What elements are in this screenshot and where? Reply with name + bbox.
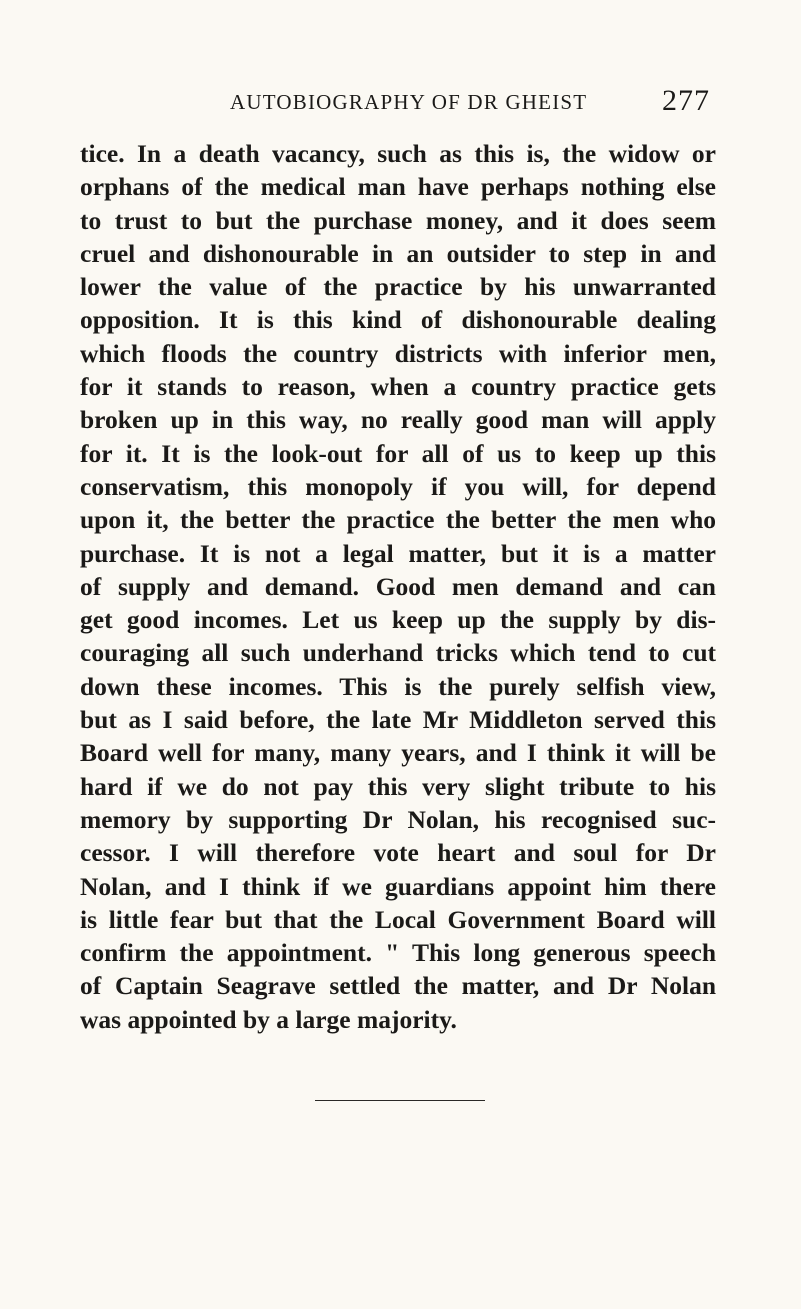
text-line: memory by supporting Dr Nolan, his recognised suc- [80,804,716,834]
text-line: Nolan, and I think if we guardians appoint him there [80,871,716,901]
text-line: is little fear but that the Local Government Board will [80,904,716,934]
text-line: cruel and dishonourable in an outsider to step in and [80,238,716,268]
text-line: to trust to but the purchase money, and it does seem [80,205,716,235]
text-line: hard if we do not pay this very slight tribute to his [80,771,716,801]
text-line: Board well for many, many years, and I think it will be [80,738,716,768]
section-end-rule [315,1100,485,1101]
text-line: but as I said before, the late Mr Middleton served this [80,705,716,735]
text-line: which floods the country districts with inferior men, [80,338,716,368]
text-line: tice. In a death vacancy, such as this is, the widow or [80,139,716,168]
text-line: for it. It is the look-out for all of us to keep up this [80,438,716,468]
text-line: of supply and demand. Good men demand and can [80,571,716,601]
text-line: get good incomes. Let us keep up the supply by dis- [80,605,716,635]
running-title: AUTOBIOGRAPHY OF DR GHEIST [230,90,588,114]
text-line: confirm the appointment. " This long generous speech [80,938,716,968]
text-line: upon it, the better the practice the better the men who [80,505,716,535]
text-line: of Captain Seagrave settled the matter, and Dr Nolan [80,971,716,1001]
text-line: purchase. It is not a legal matter, but it is a matter [80,538,716,568]
text-line: for it stands to reason, when a country practice gets [80,372,716,402]
body-text [80,137,716,1036]
text-line-last: was appointed by a large majority. [80,1004,457,1034]
text-line: opposition. It is this kind of dishonourable dealing [80,305,716,335]
text-line: orphans of the medical man have perhaps nothing else [80,172,716,202]
text-line: down these incomes. This is the purely selfish view, [80,671,716,701]
running-header [80,84,710,120]
text-line: cessor. I will therefore vote heart and soul for Dr [80,838,716,868]
page-number: 277 [662,84,710,117]
text-line: lower the value of the practice by his unwarranted [80,272,716,302]
text-line: conservatism, this monopoly if you will, for depend [80,471,716,501]
text-line: couraging all such underhand tricks which tend to cut [80,638,716,668]
text-line: broken up in this way, no really good man will apply [80,405,716,435]
